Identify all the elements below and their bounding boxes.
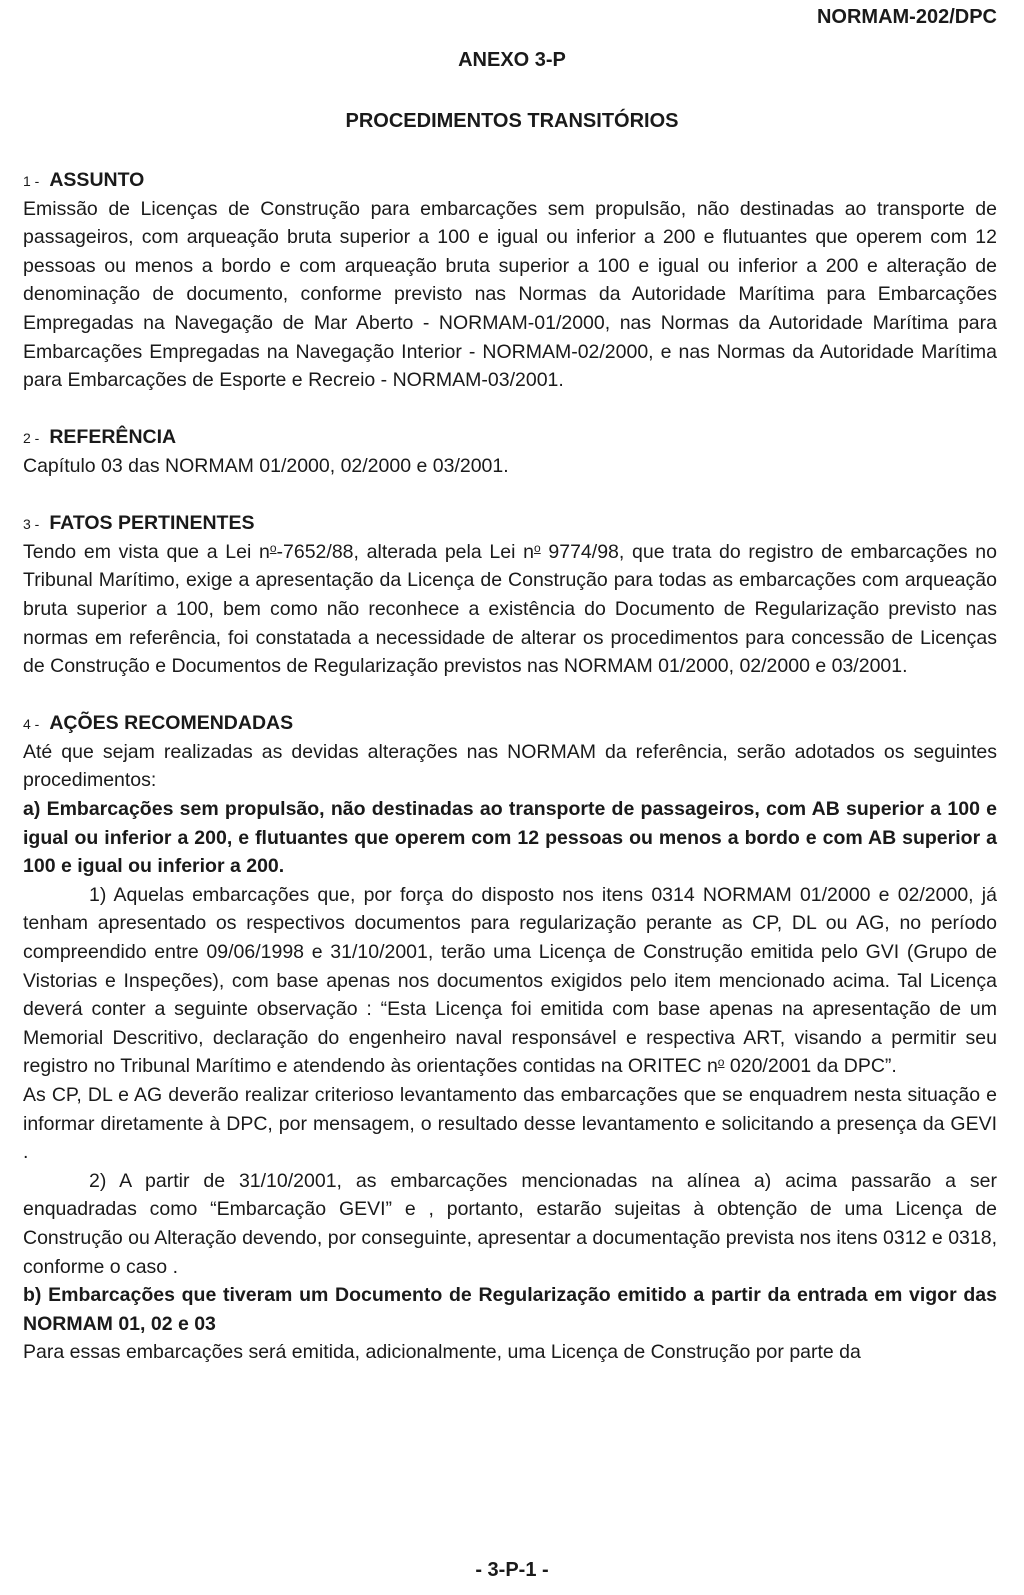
- section-heading-acoes: [23, 709, 997, 738]
- page-title: PROCEDIMENTOS TRANSITÓRIOS: [345, 110, 679, 132]
- item-b-paragraph: Para essas embarcações será emitida, adicionalmente, uma Licença de Construção por parte da: [23, 1341, 861, 1364]
- annex-title: ANEXO 3-P: [458, 49, 566, 71]
- section-number: 2 -: [23, 430, 40, 447]
- section-title: AÇÕES RECOMENDADAS: [49, 712, 294, 735]
- section-heading-assunto: [23, 166, 997, 195]
- item-a-paragraph-3: 2) A partir de 31/10/2001, as embarcações mencionadas na alínea a) acima passarão a ser enquadradas como “Embarcação GEVI” e , portanto, estarão sujeitas à obtenção de uma Licença de Construção ou Alteração devendo, por conseguinte, apresentar a documentação prevista nos itens 0312 e 0318, conforme o caso .: [23, 1169, 997, 1278]
- section-text-fatos: Tendo em vista que a Lei $n^o-7652/88$, alterada pela Lei $n^o$ 9774/98, que trata do registro de embarcações no Tribunal Marítimo, exige a apresentação da Licença de Construção para todas as embarcações com arqueação bruta superior a 100, bem como não reconhece a existência do Documento de Regularização previsto nas normas em referência, foi constatada a necessidade de alterar os procedimentos para concessão de Licenças de Construção e Documentos de Regularização previstos nas NORMAM 01/2000, 02/2000 e 03/2001.: [23, 540, 997, 678]
- document-code: NORMAM-202/DPC: [816, 6, 997, 28]
- item-a-paragraph-1: 1) Aquelas embarcações que, por força do disposto nos itens 0314 NORMAM 01/2000 e 02/2000, já tenham apresentado os respectivos documentos para regularização perante as CP, DL ou AG, no período compreendido entre 09/06/1998 e 31/10/2001, terão uma Licença de Construção emitida pelo GVI (Grupo de Vistorias e Inspeções), com base apenas nos documentos exigidos pelo item mencionado acima. Tal Licença deverá conter a seguinte observação : “Esta Licença foi emitida com base apenas na apresentação de um Memorial Descritivo, declaração do engenheiro naval responsável e respectiva ART, visando a permitir seu registro no Tribunal Marítimo e atendendo às orientações contidas na ORITEC $n^o$ 020/2001 da DPC”.: [23, 883, 997, 1078]
- section-text-referencia: Capítulo 03 das NORMAM 01/2000, 02/2000 e 03/2001.: [23, 454, 509, 477]
- item-a-title: a) Embarcações sem propulsão, não destinadas ao transporte de passageiros, com AB superior a 100 e igual ou inferior a 200, e flutuantes que operem com 12 pessoas ou menos a bordo e com AB superior a 100 e igual ou inferior a 200.: [23, 798, 997, 878]
- section-title: ASSUNTO: [49, 169, 145, 191]
- item-a-paragraph-2: As CP, DL e AG deverão realizar criterioso levantamento das embarcações que se enquadrem nesta situação e informar diretamente à DPC, por mensagem, o resultado desse levantamento e solicitando a presença da GEVI .: [23, 1084, 997, 1164]
- section-heading-fatos: [23, 509, 997, 538]
- document-body: [23, 166, 997, 1367]
- section-text-assunto: Emissão de Licenças de Construção para embarcações sem propulsão, não destinadas ao transporte de passageiros, com arqueação bruta superior a 100 e igual ou inferior a 200 e flutuantes que operem com 12 pessoas ou menos a bordo e com arqueação bruta superior a 100 e igual ou inferior a 200 e alteração de denominação de documento, conforme previsto nas Normas da Autoridade Marítima para Embarcações Empregadas na Navegação de Mar Aberto - NORMAM-01/2000, nas Normas da Autoridade Marítima para Embarcações Empregadas na Navegação Interior - NORMAM-02/2000, e nas Normas da Autoridade Marítima para Embarcações de Esporte e Recreio - NORMAM-03/2001.: [23, 197, 997, 392]
- section-number: 3 -: [23, 516, 40, 533]
- page-number: - 3-P-1 -: [475, 1559, 549, 1581]
- section-title: FATOS PERTINENTES: [49, 512, 255, 535]
- item-b-title: b) Embarcações que tiveram um Documento de Regularização emitido a partir da entrada em vigor das NORMAM 01, 02 e 03: [23, 1284, 997, 1335]
- section-number: 4 -: [23, 716, 40, 733]
- section-title: REFERÊNCIA: [49, 426, 177, 449]
- section-heading-referencia: [23, 423, 997, 452]
- section-number: 1 -: [23, 173, 40, 189]
- section-intro-acoes: Até que sejam realizadas as devidas alterações nas NORMAM da referência, serão adotados os seguintes procedimentos:: [23, 740, 997, 792]
